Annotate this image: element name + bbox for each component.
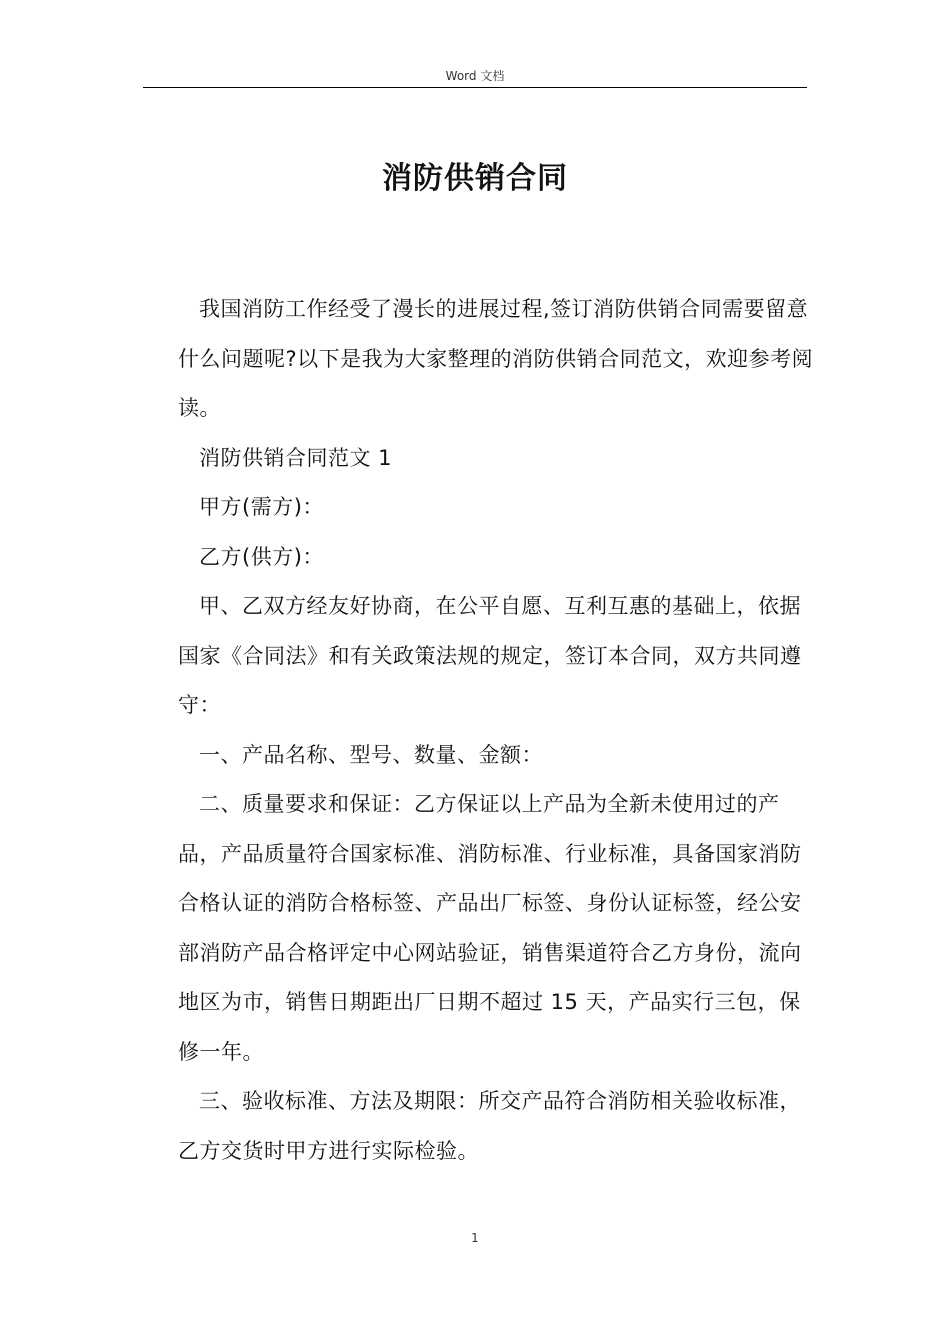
paragraph-sample-heading: 消防供销合同范文 1: [199, 445, 393, 470]
paragraph-intro: 我国消防工作经受了漫长的进展过程,签订消防供销合同需要留意什么问题呢?以下是我为大家整理的消防供销合同范文，欢迎参考阅读。: [178, 297, 814, 420]
document-title: 消防供销合同: [382, 161, 568, 196]
paragraph-party-b: 乙方(供方)：: [199, 544, 324, 569]
paragraph-agreement: 甲、乙双方经友好协商，在公平自愿、互利互惠的基础上，依据国家《合同法》和有关政策法规的规定，签订本合同，双方共同遵守：: [178, 594, 802, 717]
page-number: 1: [471, 1231, 479, 1245]
header-divider: [143, 87, 807, 88]
page-header: Word 文档: [445, 69, 505, 83]
document-body: [178, 285, 818, 1176]
paragraph-party-a: 甲方(需方)：: [199, 495, 324, 519]
paragraph-clause-1: 一、产品名称、型号、数量、金额：: [199, 742, 543, 767]
paragraph-clause-3: 三、验收标准、方法及期限：所交产品符合消防相关验收标准，乙方交货时甲方进行实际检验。: [178, 1089, 801, 1163]
paragraph-clause-2: 二、质量要求和保证：乙方保证以上产品为全新未使用过的产品，产品质量符合国家标准、消防标准、行业标准，具备国家消防合格认证的消防合格标签、产品出厂标签、身份认证标签，经公安部消防产品合格评定中心网站验证，销售渠道符合乙方身份，流向地区为市，销售日期距出厂日期不超过 15 天，产品实行三包，保修一年。: [178, 792, 802, 1064]
